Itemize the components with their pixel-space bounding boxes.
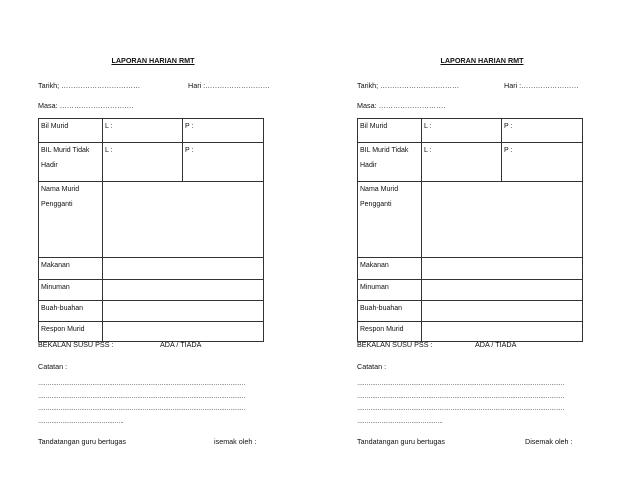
nama-murid-value-cell [103, 182, 264, 258]
lelaki-cell: L : [422, 143, 502, 182]
table-row [39, 258, 264, 280]
catatan-line: ………………………………………………………………………………………………… [357, 406, 565, 412]
catatan-line: ………………………………………………………………………………………………… [357, 394, 565, 400]
makanan-label: Makanan [39, 258, 103, 280]
respon-murid-value-cell [103, 322, 264, 342]
buah-buahan-label: Buah-buahan [39, 301, 103, 322]
report-table [38, 118, 264, 342]
masa-field: Masa: ………………………. [357, 101, 446, 110]
table-row [358, 301, 583, 322]
buah-buahan-value-cell [422, 301, 583, 322]
form-title: LAPORAN HARIAN RMT [440, 56, 524, 65]
catatan-label: Catatan : [357, 362, 387, 371]
perempuan-cell: P : [502, 119, 583, 143]
catatan-label: Catatan : [38, 362, 68, 371]
bekalan-susu-label: BEKALAN SUSU PSS : [357, 340, 433, 349]
lelaki-cell: L : [422, 119, 502, 143]
respon-murid-value-cell [422, 322, 583, 342]
table-row [358, 143, 583, 182]
catatan-line: ………………………………………………………………………………………………… [38, 381, 246, 387]
disemak-oleh-label: Disemak oleh : [525, 437, 573, 446]
makanan-value-cell [422, 258, 583, 280]
table-row [358, 280, 583, 301]
respon-murid-label: Respon Murid [39, 322, 103, 342]
ada-tiada-option: ADA / TIADA [475, 340, 517, 349]
bekalan-susu-label: BEKALAN SUSU PSS : [38, 340, 114, 349]
hari-field: Hari :…………………… [504, 81, 579, 90]
makanan-value-cell [103, 258, 264, 280]
table-row [39, 301, 264, 322]
catatan-line: ………………………………………. [357, 419, 443, 425]
ada-tiada-option: ADA / TIADA [160, 340, 202, 349]
tarikh-field: Tarikh; …………………………… [357, 81, 460, 90]
perempuan-cell: P : [502, 143, 583, 182]
buah-buahan-value-cell [103, 301, 264, 322]
catatan-line: ………………………………………………………………………………………………… [38, 394, 246, 400]
nama-murid-pengganti-label: Nama Murid Pengganti [358, 182, 422, 258]
tandatangan-label: Tandatangan guru bertugas [38, 437, 126, 446]
minuman-value-cell [103, 280, 264, 301]
catatan-line: ………………………………………………………………………………………………… [38, 406, 246, 412]
bil-murid-label: Bil Murid [358, 119, 422, 143]
nama-murid-pengganti-label: Nama Murid Pengganti [39, 182, 103, 258]
bil-murid-tidak-hadir-label: BIL Murid Tidak Hadir [358, 143, 422, 182]
table-row [358, 258, 583, 280]
lelaki-cell: L : [103, 143, 183, 182]
respon-murid-label: Respon Murid [358, 322, 422, 342]
table-row [39, 322, 264, 342]
lelaki-cell: L : [103, 119, 183, 143]
perempuan-cell: P : [183, 143, 264, 182]
minuman-label: Minuman [358, 280, 422, 301]
catatan-line: ………………………………………………………………………………………………… [357, 381, 565, 387]
perempuan-cell: P : [183, 119, 264, 143]
disemak-oleh-label: isemak oleh : [214, 437, 257, 446]
makanan-label: Makanan [358, 258, 422, 280]
catatan-line: ………………………………………. [38, 419, 124, 425]
bil-murid-tidak-hadir-label: BIL Murid Tidak Hadir [39, 143, 103, 182]
tandatangan-label: Tandatangan guru bertugas [357, 437, 445, 446]
minuman-value-cell [422, 280, 583, 301]
masa-field: Masa: …………………………. [38, 101, 134, 110]
table-row [39, 143, 264, 182]
hari-field: Hari :……………………… [188, 81, 270, 90]
report-table [357, 118, 583, 342]
table-row [39, 182, 264, 258]
form-title: LAPORAN HARIAN RMT [111, 56, 195, 65]
nama-murid-value-cell [422, 182, 583, 258]
table-row [358, 182, 583, 258]
table-row [358, 322, 583, 342]
table-row [358, 119, 583, 143]
bil-murid-label: Bil Murid [39, 119, 103, 143]
buah-buahan-label: Buah-buahan [358, 301, 422, 322]
minuman-label: Minuman [39, 280, 103, 301]
tarikh-field: Tarikh; …………………………… [38, 81, 141, 90]
table-row [39, 119, 264, 143]
table-row [39, 280, 264, 301]
